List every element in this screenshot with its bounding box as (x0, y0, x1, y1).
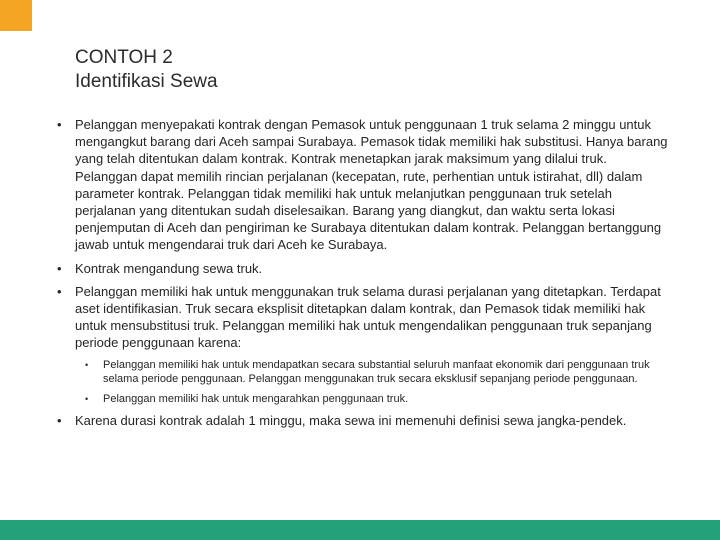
page-title (75, 46, 218, 94)
sub-bullet-item: • Pelanggan memiliki hak untuk mengarahkan penggunaan truk. (84, 392, 668, 406)
sub-bullet-item: • Pelanggan memiliki hak untuk mendapatkan secara substantial seluruh manfaat ekonomik dari penggunaan truk selama periode penggunaan. Pelanggan menggunakan truk secara eksklusif sepanjang periode penggunaan. (84, 358, 668, 386)
bullet-item: • Pelanggan menyepakati kontrak dengan Pemasok untuk penggunaan 1 truk selama 2 minggu untuk mengangkut barang dari Aceh sampai Surabaya. Pemasok tidak memiliki hak substitusi. Hanya barang yang telah ditentukan dalam kontrak. Kontrak menetapkan jarak maksimum yang dilalui truk. Pelanggan dapat memilih rincian perjalanan (kecepatan, rute, perhentian untuk istirahat, dll) dalam parameter kontrak. Pelanggan tidak memiliki hak untuk melanjutkan penggunaan truk setelah perjalanan yang ditentukan sudah diselesaikan. Barang yang diangkut, dan waktu serta lokasi penjemputan di Aceh dan pengiriman ke Surabaya ditentukan dalam kontrak. Pelanggan bertanggung jawab untuk mengendarai truk dari Aceh ke Surabaya. (56, 116, 668, 254)
content-body (56, 116, 668, 435)
title-line-2: Identifikasi Sewa (75, 71, 218, 92)
bullet-item: • Kontrak mengandung sewa truk. (56, 260, 668, 277)
bullet-item: • Pelanggan memiliki hak untuk menggunakan truk selama durasi perjalanan yang ditetapkan. Terdapat aset identifikasian. Truk secara eksplisit ditetapkan dalam kontrak, dan Pemasok tidak memiliki hak untuk mensubstitusi truk. Pelanggan memiliki hak untuk mengendalikan penggunaan truk sepanjang periode penggunaan karena: • Pelanggan memiliki hak untuk mendapatkan secara substantial seluruh manfaat ekonomik dari penggunaan truk selama periode penggunaan. Pelanggan menggunakan truk secara eksklusif sepanjang periode penggunaan. • Pelanggan memiliki hak untuk mengarahkan penggunaan truk. (56, 283, 668, 406)
footer-bar (0, 520, 720, 540)
title-line-1: CONTOH 2 (75, 47, 173, 68)
bullet-list (56, 116, 668, 429)
sub-bullet-list (84, 358, 668, 406)
accent-square (0, 0, 32, 31)
bullet-item: • Karena durasi kontrak adalah 1 minggu, maka sewa ini memenuhi definisi sewa jangka-pendek. (56, 412, 668, 429)
